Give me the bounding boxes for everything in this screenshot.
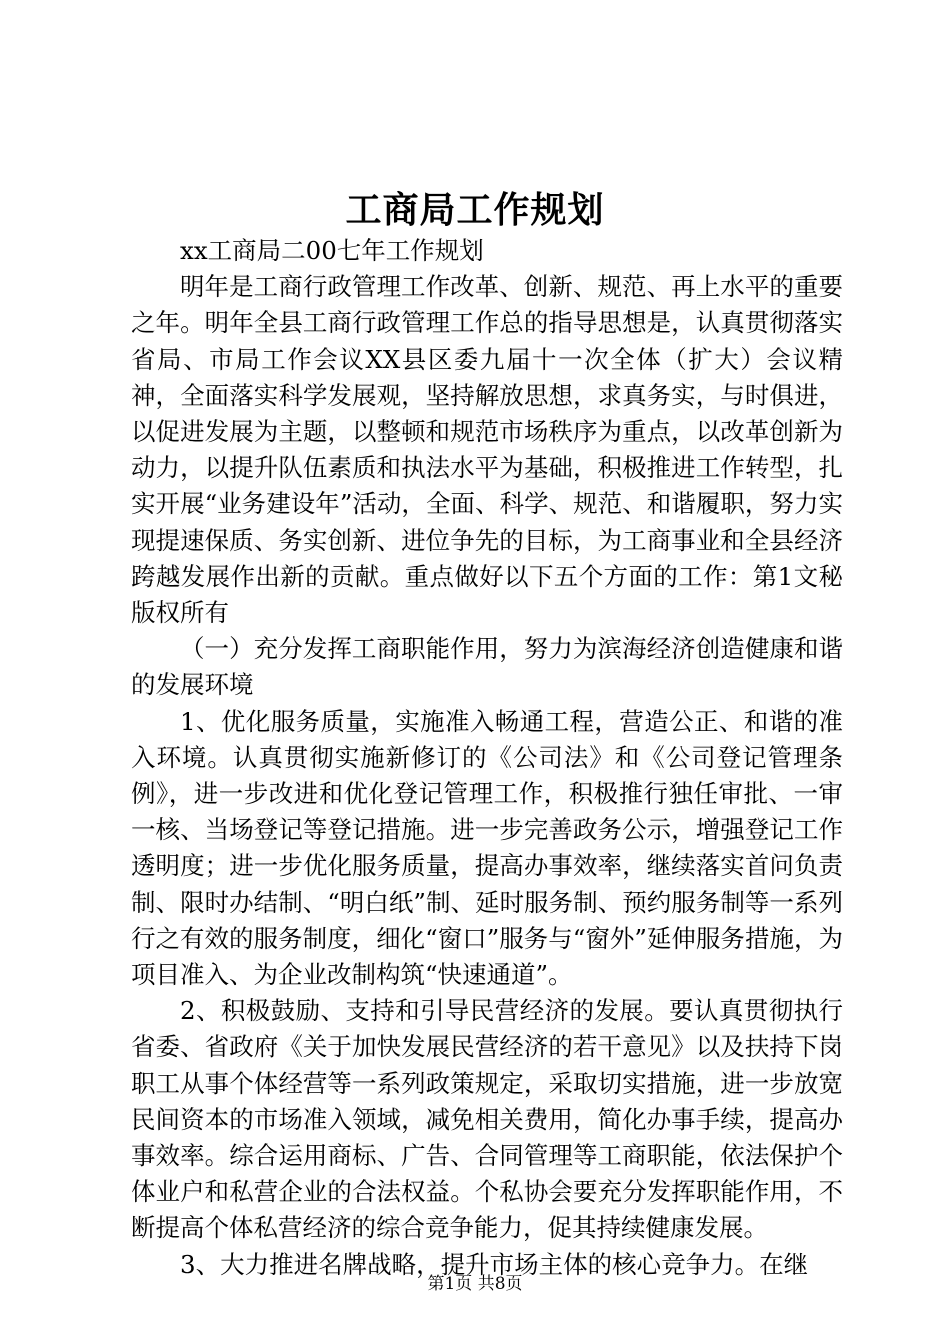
page-number: 第1页 共8页 — [427, 1274, 523, 1294]
document-title: 工商局工作规划 — [345, 189, 605, 231]
document-subtitle: xx工商局二00七年工作规划 — [180, 236, 484, 265]
document-body — [131, 233, 843, 1283]
paragraph: 1、优化服务质量，实施准入畅通工程，营造公正、和谐的准入环境。认真贯彻实施新修订的《公司法》和《公司登记管理条例》，进一步改进和优化登记管理工作，积极推行独任审批、一审一核、当场登记等登记措施。进一步完善政务公示，增强登记工作透明度；进一步优化服务质量，提高办事效率，继续落实首问负责制、限时办结制、“明白纸”制、延时服务制、预约服务制等一系列行之有效的服务制度，细化“窗口”服务与“窗外”延伸服务措施，为项目准入、为企业改制构筑“快速通道”。 — [131, 706, 843, 990]
section-heading: （一）充分发挥工商职能作用，努力为滨海经济创造健康和谐的发展环境 — [131, 634, 843, 700]
paragraph: 2、积极鼓励、支持和引导民营经济的发展。要认真贯彻执行省委、省政府《关于加快发展民营经济的若干意见》以及扶持下岗职工从事个体经营等一系列政策规定，采取切实措施，进一步放宽民间资本的市场准入领域，减免相关费用，简化办事手续，提高办事效率。综合运用商标、广告、合同管理等工商职能，依法保护个体业户和私营企业的合法权益。个私协会要充分发挥职能作用，不断提高个体私营经济的综合竞争能力，促其持续健康发展。 — [131, 996, 843, 1243]
paragraph: 3、大力推进名牌战略，提升市场主体的核心竞争力。在继 — [180, 1249, 809, 1279]
paragraph: 明年是工商行政管理工作改革、创新、规范、再上水平的重要之年。明年全县工商行政管理工作总的指导思想是，认真贯彻落实省局、市局工作会议XX县区委九届十一次全体（扩大）会议精神，全面落实科学发展观，坚持解放思想，求真务实，与时俱进，以促进发展为主题，以整顿和规范市场秩序为重点，以改革创新为动力，以提升队伍素质和执法水平为基础，积极推进工作转型，扎实开展“业务建设年”活动，全面、科学、规范、和谐履职，努力实现提速保质、务实创新、进位争先的目标，为工商事业和全县经济跨越发展作出新的贡献。重点做好以下五个方面的工作：第1文秘版权所有 — [131, 272, 843, 628]
